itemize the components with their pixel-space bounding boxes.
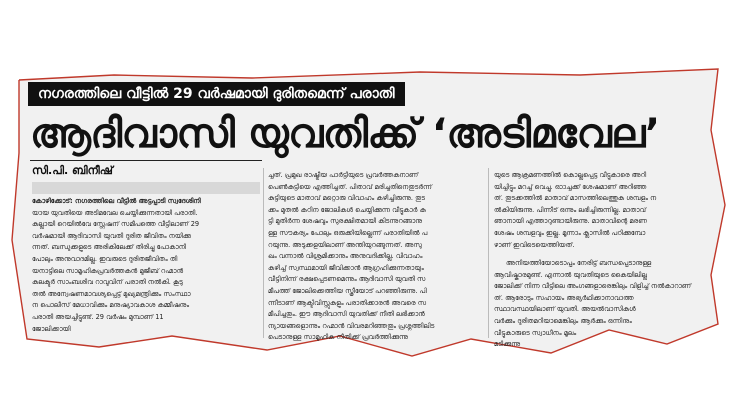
- main-headline: ആദിവാസി യുവതിക്ക് ‘അടിമവേല’: [30, 111, 660, 157]
- text-line: സ്ഥാവസ്ഥയിലാണ് യുവതി. അയൽവാസികൾ: [494, 305, 636, 314]
- text-line: ക്കം മുതൽ കഠിന ജോലികൾ ചെയ്യിക്കുന്ന വീട്ടുകാർ കു: [268, 205, 426, 214]
- text-line: പരാതി അയച്ചിട്ടുണ്ട്. 29 വർഷം മുമ്പാണ് 11: [32, 312, 164, 321]
- text-line: ഞാനായി എത്താറുണ്ടായിരുന്നു. മാതാവിന്റെ മരണ: [494, 217, 647, 226]
- text-line: ത്. ആരോടും സഹായം അഭ്യർഥിക്കാനാവാത്ത: [494, 293, 634, 302]
- text-line: ട്ടി മുതിർന്ന ശേഷവും സുരക്ഷിതമായി കിടന്നുറങ്ങാനു: [268, 217, 423, 226]
- text-line: ജോലിക്ക് നിന്ന വീട്ടിലെ അംഗങ്ങളാരെങ്കിലും വിളിച്ച് നൽകാറാണ്: [494, 282, 692, 291]
- text-line: ജോലിക്കായി: [32, 324, 71, 333]
- text-line: യായ യുവതിയെ അടിമവേല ചെയ്യിക്കുന്നതായി പരാതി.: [32, 208, 198, 217]
- text-line: ത്. തുടക്കത്തിൽ മാതാവ് മാസത്തിലെത്തുക ശമ്പളം ന: [494, 194, 657, 203]
- text-line: ച്ചത്. പ്രമുഖ രാഷ്ട്രീയ പാർട്ടിയുടെ പ്രവർത്തകനാണ്: [268, 171, 419, 179]
- article-column-2: [268, 170, 484, 342]
- text-line: മീപിച്ചതും. ഈ ആദിവാസി യുവതിക്ക് നീതി ലഭിക്കാൻ: [268, 310, 425, 319]
- text-line: കുട്ടിയുടെ മാതാവ് മറ്റൊരു വിവാഹം കഴിച്ചിരുന്നു. തുട: [268, 194, 426, 203]
- text-line: ഴാണ് ഇവിടെയെത്തിയത്.: [494, 240, 575, 249]
- text-line: റയുന്നു. അടുക്കളയിലാണ് അന്തിയുറങ്ങുന്നത്. അസു: [268, 240, 422, 249]
- article-column-3-continued: [494, 258, 714, 349]
- text-line: ള്ള സൗകര്യം പോലും ഒരുക്കിയില്ലെന്ന് പരാതിയിൽ പ: [268, 228, 428, 237]
- redacted-strip: [32, 182, 260, 194]
- text-line: മീപത്ത് ജോലിക്കെത്തിയ സ്ത്രീയോട് പറഞ്ഞിരുന്നു. പി: [268, 286, 427, 295]
- byline: സി.പി. ബിനീഷ്: [32, 164, 113, 177]
- text-line: പോലും അനുവാദമില്ല. ഇവരുടെ ദുരിതജീവിതം തി: [32, 254, 178, 263]
- text-line: യനാട്ടിലെ സാമൂഹികപ്രവർത്തകൻ മുജീബ് റഹ്മാൻ: [32, 266, 184, 275]
- text-line: അനിയത്തിയോടൊപ്പം നേരിട്ട് ബന്ധപ്പെടാനുള്ള: [506, 259, 652, 267]
- text-line: വീട്ടുകാരുടെ സ്വാധീനം മൂലം: [494, 328, 577, 337]
- text-line: ന്യായങ്ങളൊന്നും റഹ്മാൻ വിവരമറിഞ്ഞതും പ്രശ്നത്തിലിട: [268, 321, 435, 330]
- text-line: പെടാനുള്ള സാമൂഹിക നീതിക്ക് പ്രവർത്തിക്കുന്നു: [268, 333, 408, 342]
- text-line: തൽ അന്വേഷണമാവശ്യപ്പെട്ട് മുഖ്യമന്ത്രിക്കും സംസ്ഥാ: [32, 289, 191, 298]
- column-divider-2: [488, 168, 489, 338]
- text-line: ന്നീടാണ് ആക്ടിവിസ്റ്റുകളും പരാതിക്കാരൻ അവരെ സ: [268, 298, 427, 307]
- text-line: യിച്ചിട്ടും മറച്ച് വെച്ചു. ഓാച്ചക്ക് ശേഷമാണ് അറിഞ്ഞ: [494, 182, 647, 191]
- column-divider-1: [263, 168, 264, 338]
- text-line: ന്നത്. ബന്ധുക്കളുടെ അരികിലേക്ക് തിരിച്ചു പോകാനി: [32, 243, 187, 252]
- text-line: വീട്ടിനിന്ന് രക്ഷപ്പെടണമെന്നും ആദിവാസി യുവതി സ: [268, 275, 426, 284]
- article-column-1: [32, 196, 260, 346]
- text-line: കോഴിക്കോട്: നഗരത്തിലെ വീട്ടിൽ അട്ടപ്പാടി സ്വദേശിനി: [32, 197, 201, 205]
- text-line: കലക്ടർ സാംബശിവ റാവുവിന് പരാതി നൽകി. കൂടു: [32, 278, 183, 287]
- text-line: ഖം വന്നാൽ വിശ്രമിക്കാനും അനുവദിക്കില്ല. വിവാഹം: [268, 252, 423, 261]
- text-line: കഴിച്ച് സ്വസ്ഥമായി ജീവിക്കാൻ ആഗ്രഹിക്കുന്നതായും: [268, 263, 424, 272]
- text-line: ശേഷം ശമ്പളവും ഇല്ല. മൂന്നാം ക്ലാസിൽ പഠിക്കുമ്പോ: [494, 228, 646, 237]
- text-line: ൽകിയിരുന്നു. പിന്നീട് ഒന്നും ലഭിച്ചിരുന്നില്ല. മാതാവ്: [494, 205, 646, 214]
- text-line: യുടെ ആക്രമണത്തിൽ കൊല്ലപ്പെട്ട വീട്ടുകാരെ അറി: [494, 171, 647, 179]
- text-line: ന പൊലീസ് മേധാവിക്കും മനുഷ്യാവകാശ കമ്മീഷനും: [32, 301, 190, 310]
- text-line: വർക്കും ദുരിതമറിയാമെങ്കിലും ആർക്കും ഒന്നിനും: [494, 316, 632, 325]
- text-line: ആവിഷ്കാരമുണ്ട്. എന്നാൽ യുവതിയുടെ കൈയിലില്ല: [494, 270, 648, 279]
- text-line: പെൺകുട്ടിയെ എത്തിച്ചത്. പിതാവ് മരിച്ചതിനെതുടർന്ന്: [268, 182, 432, 191]
- text-line: വർഷമായി ആദിവാസി യുവതി ദുരിത ജീവിതം നയിക്കു: [32, 231, 191, 240]
- byline-rule: [30, 160, 262, 161]
- text-line: കല്ലായി റെയിൽവേ സ്റ്റേഷന് സമീപത്തെ വീട്ടിലാണ് 29: [32, 220, 200, 229]
- kicker-headline: നഗരത്തിലെ വീട്ടിൽ 29 വർഷമായി ദുരിതമെന്ന് പരാതി: [28, 82, 405, 106]
- text-line: മടിക്കുന്നു: [494, 340, 521, 349]
